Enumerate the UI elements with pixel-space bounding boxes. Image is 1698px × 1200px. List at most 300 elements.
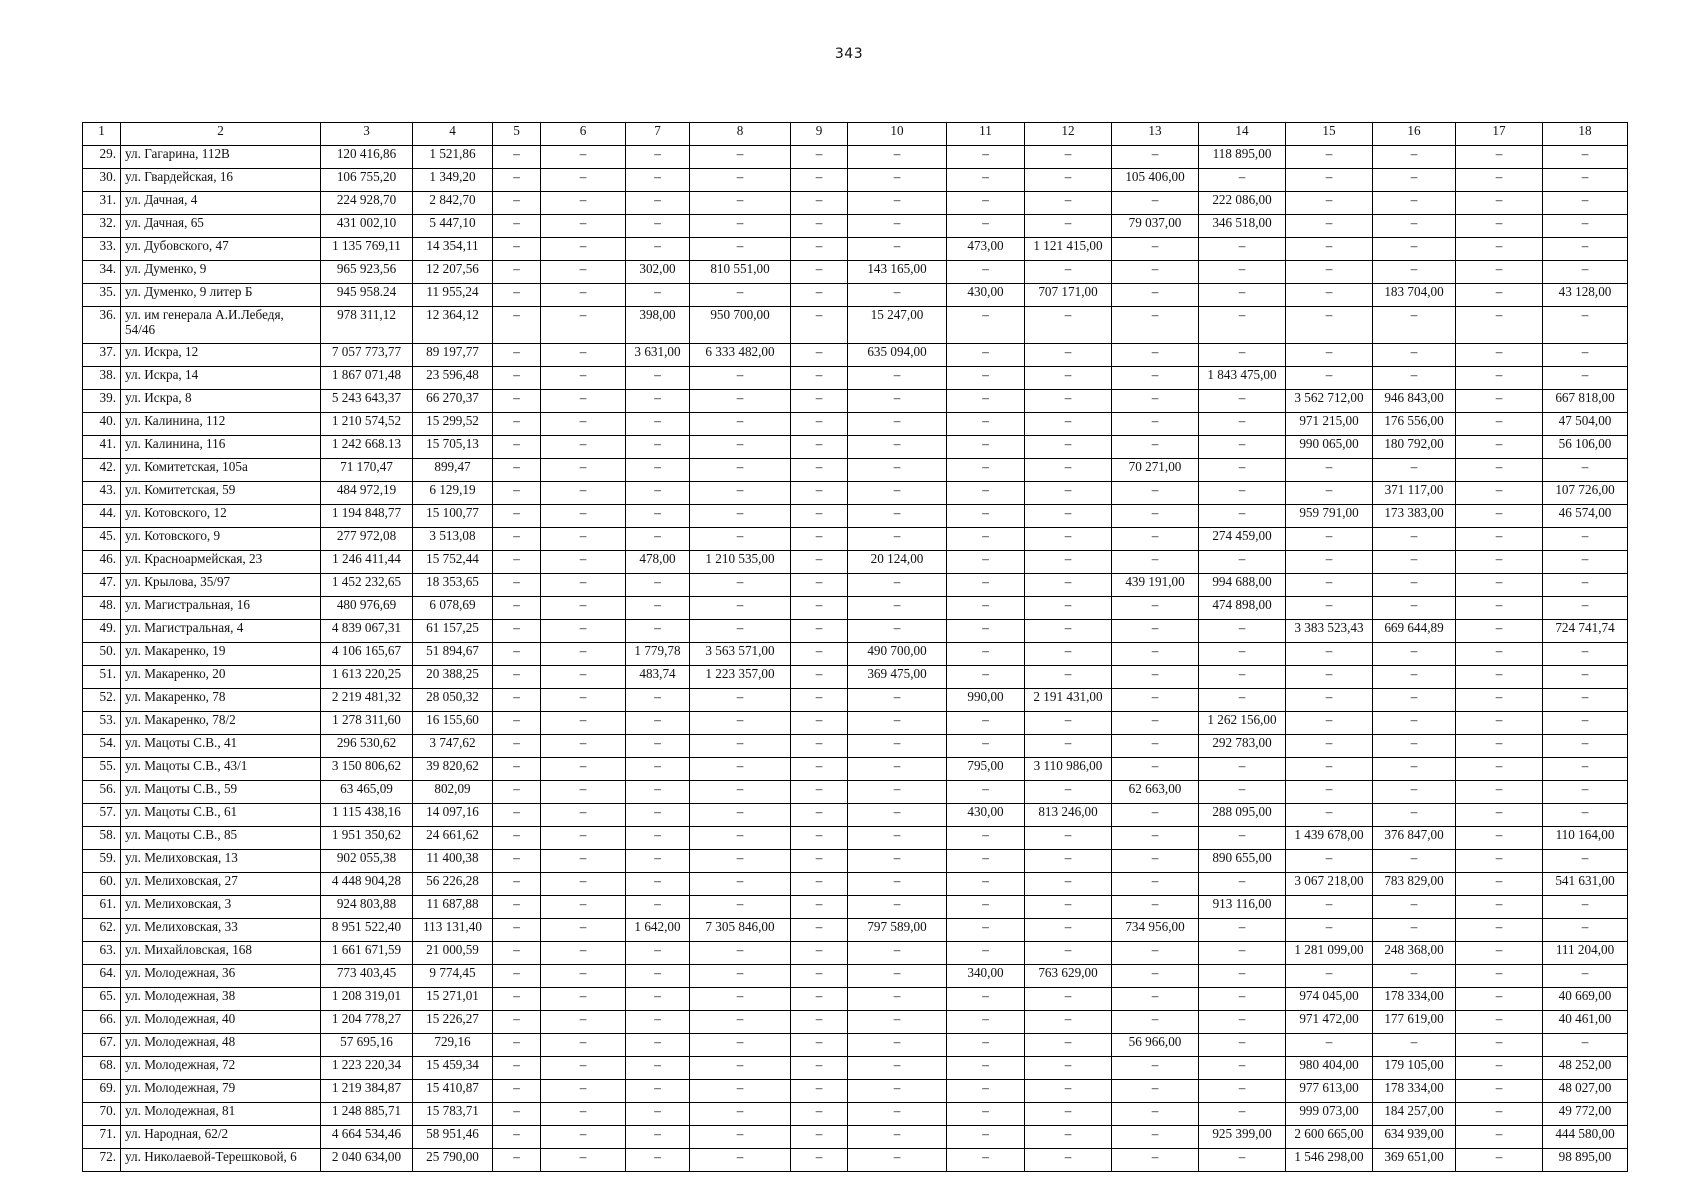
amount-cell: –	[541, 238, 626, 261]
amount-cell: –	[848, 482, 947, 505]
table-row	[83, 482, 1628, 505]
column-header: 2	[121, 123, 321, 146]
amount-cell: 176 556,00	[1373, 413, 1456, 436]
amount-cell: 980 404,00	[1286, 1057, 1373, 1080]
amount-cell: –	[1373, 169, 1456, 192]
address-cell: ул. Мелиховская, 13	[121, 850, 321, 873]
amount-cell: 802,09	[413, 781, 493, 804]
amount-cell: 107 726,00	[1543, 482, 1628, 505]
amount-cell: 7 057 773,77	[321, 344, 413, 367]
amount-cell: –	[626, 712, 690, 735]
amount-cell: –	[690, 1149, 791, 1172]
amount-cell: –	[493, 459, 541, 482]
address-cell: ул. Магистральная, 4	[121, 620, 321, 643]
amount-cell: –	[1286, 169, 1373, 192]
table-row	[83, 528, 1628, 551]
address-cell: ул. Михайловская, 168	[121, 942, 321, 965]
amount-cell: –	[1456, 827, 1543, 850]
amount-cell: –	[493, 896, 541, 919]
amount-cell: –	[1373, 850, 1456, 873]
amount-cell: 4 106 165,67	[321, 643, 413, 666]
amount-cell: 1 867 071,48	[321, 367, 413, 390]
amount-cell: –	[1199, 781, 1286, 804]
amount-cell: –	[690, 574, 791, 597]
amount-cell: 371 117,00	[1373, 482, 1456, 505]
amount-cell: –	[493, 942, 541, 965]
amount-cell: –	[848, 1034, 947, 1057]
amount-cell: –	[1112, 284, 1199, 307]
row-number: 69.	[83, 1080, 121, 1103]
row-number: 59.	[83, 850, 121, 873]
address-cell: ул. Молодежная, 79	[121, 1080, 321, 1103]
amount-cell: –	[791, 620, 848, 643]
row-number: 56.	[83, 781, 121, 804]
amount-cell: –	[1456, 482, 1543, 505]
row-number: 39.	[83, 390, 121, 413]
amount-cell: 1 951 350,62	[321, 827, 413, 850]
amount-cell: 48 252,00	[1543, 1057, 1628, 1080]
amount-cell: –	[1199, 758, 1286, 781]
amount-cell: 990 065,00	[1286, 436, 1373, 459]
amount-cell: –	[1112, 942, 1199, 965]
amount-cell: –	[626, 1126, 690, 1149]
amount-cell: 1 843 475,00	[1199, 367, 1286, 390]
amount-cell: –	[791, 689, 848, 712]
amount-cell: 110 164,00	[1543, 827, 1628, 850]
amount-cell: –	[493, 804, 541, 827]
row-number: 55.	[83, 758, 121, 781]
table-row	[83, 390, 1628, 413]
amount-cell: –	[1025, 1103, 1112, 1126]
amount-cell: –	[848, 528, 947, 551]
amount-cell: –	[493, 1149, 541, 1172]
amount-cell: –	[690, 1057, 791, 1080]
amount-cell: 977 613,00	[1286, 1080, 1373, 1103]
table-row	[83, 919, 1628, 942]
amount-cell: 51 894,67	[413, 643, 493, 666]
amount-cell: –	[1025, 1080, 1112, 1103]
table-row	[83, 505, 1628, 528]
amount-cell: –	[1543, 781, 1628, 804]
amount-cell: –	[1286, 804, 1373, 827]
amount-cell: –	[1112, 643, 1199, 666]
amount-cell: –	[1373, 367, 1456, 390]
address-cell: ул. Молодежная, 72	[121, 1057, 321, 1080]
amount-cell: –	[1112, 238, 1199, 261]
column-header: 8	[690, 123, 791, 146]
amount-cell: –	[1456, 307, 1543, 344]
amount-cell: –	[1112, 344, 1199, 367]
column-header: 9	[791, 123, 848, 146]
amount-cell: 490 700,00	[848, 643, 947, 666]
amount-cell: –	[947, 597, 1025, 620]
amount-cell: –	[493, 169, 541, 192]
row-number: 40.	[83, 413, 121, 436]
amount-cell: 111 204,00	[1543, 942, 1628, 965]
table-row	[83, 712, 1628, 735]
address-cell: ул. Николаевой-Терешковой, 6	[121, 1149, 321, 1172]
amount-cell: –	[947, 307, 1025, 344]
amount-cell: –	[1456, 620, 1543, 643]
amount-cell: –	[848, 367, 947, 390]
amount-cell: –	[493, 307, 541, 344]
amount-cell: –	[626, 192, 690, 215]
row-number: 43.	[83, 482, 121, 505]
amount-cell: 924 803,88	[321, 896, 413, 919]
amount-cell: –	[493, 192, 541, 215]
amount-cell: 46 574,00	[1543, 505, 1628, 528]
table-row	[83, 873, 1628, 896]
address-cell: ул. Комитетская, 59	[121, 482, 321, 505]
amount-cell: –	[791, 169, 848, 192]
amount-cell: –	[493, 643, 541, 666]
amount-cell: –	[848, 169, 947, 192]
amount-cell: –	[848, 735, 947, 758]
row-number: 46.	[83, 551, 121, 574]
amount-cell: 813 246,00	[1025, 804, 1112, 827]
amount-cell: –	[1112, 965, 1199, 988]
amount-cell: 28 050,32	[413, 689, 493, 712]
amount-cell: 369 475,00	[848, 666, 947, 689]
amount-cell: –	[1025, 261, 1112, 284]
amount-cell: –	[1112, 482, 1199, 505]
amount-cell: –	[541, 689, 626, 712]
table-row	[83, 1149, 1628, 1172]
amount-cell: –	[1373, 735, 1456, 758]
address-cell: ул. Дачная, 4	[121, 192, 321, 215]
amount-cell: –	[493, 367, 541, 390]
amount-cell: –	[1025, 735, 1112, 758]
row-number: 36.	[83, 307, 121, 344]
amount-cell: –	[493, 215, 541, 238]
amount-cell: 902 055,38	[321, 850, 413, 873]
amount-cell: –	[947, 850, 1025, 873]
amount-cell: 15 271,01	[413, 988, 493, 1011]
address-cell: ул. Мелиховская, 3	[121, 896, 321, 919]
amount-cell: –	[947, 896, 1025, 919]
amount-cell: –	[1373, 643, 1456, 666]
amount-cell: –	[1456, 666, 1543, 689]
row-number: 45.	[83, 528, 121, 551]
column-header: 11	[947, 123, 1025, 146]
amount-cell: 56 106,00	[1543, 436, 1628, 459]
amount-cell: –	[1112, 850, 1199, 873]
amount-cell: –	[848, 459, 947, 482]
amount-cell: –	[848, 758, 947, 781]
amount-cell: –	[493, 146, 541, 169]
amount-cell: –	[848, 436, 947, 459]
amount-cell: –	[626, 597, 690, 620]
amount-cell: –	[1025, 367, 1112, 390]
row-number: 32.	[83, 215, 121, 238]
amount-cell: 71 170,47	[321, 459, 413, 482]
amount-cell: –	[690, 712, 791, 735]
amount-cell: –	[1286, 735, 1373, 758]
row-number: 71.	[83, 1126, 121, 1149]
amount-cell: –	[1112, 758, 1199, 781]
amount-cell: –	[493, 1126, 541, 1149]
table-row	[83, 1080, 1628, 1103]
amount-cell: –	[848, 146, 947, 169]
amount-cell: –	[791, 735, 848, 758]
amount-cell: –	[1025, 459, 1112, 482]
amount-cell: –	[1286, 1034, 1373, 1057]
amount-cell: –	[541, 284, 626, 307]
amount-cell: 224 928,70	[321, 192, 413, 215]
amount-cell: –	[791, 528, 848, 551]
table-row	[83, 574, 1628, 597]
amount-cell: –	[848, 1080, 947, 1103]
amount-cell: 1 262 156,00	[1199, 712, 1286, 735]
amount-cell: 12 207,56	[413, 261, 493, 284]
amount-cell: 667 818,00	[1543, 390, 1628, 413]
amount-cell: –	[1456, 1103, 1543, 1126]
amount-cell: –	[791, 827, 848, 850]
amount-cell: –	[947, 1126, 1025, 1149]
amount-cell: –	[541, 505, 626, 528]
address-cell: ул. Мацоты С.В., 61	[121, 804, 321, 827]
row-number: 70.	[83, 1103, 121, 1126]
table-row	[83, 215, 1628, 238]
amount-cell: 763 629,00	[1025, 965, 1112, 988]
amount-cell: –	[1373, 307, 1456, 344]
amount-cell: –	[1456, 238, 1543, 261]
table-row	[83, 284, 1628, 307]
amount-cell: –	[1025, 712, 1112, 735]
address-cell: ул. Макаренко, 19	[121, 643, 321, 666]
amount-cell: –	[1025, 942, 1112, 965]
amount-cell: –	[848, 988, 947, 1011]
amount-cell: –	[1373, 192, 1456, 215]
amount-cell: –	[1373, 215, 1456, 238]
amount-cell: 1 223 220,34	[321, 1057, 413, 1080]
amount-cell: 3 067 218,00	[1286, 873, 1373, 896]
amount-cell: 340,00	[947, 965, 1025, 988]
amount-cell: –	[1112, 146, 1199, 169]
amount-cell: –	[791, 413, 848, 436]
amount-cell: 49 772,00	[1543, 1103, 1628, 1126]
amount-cell: –	[1112, 597, 1199, 620]
amount-cell: 12 364,12	[413, 307, 493, 344]
amount-cell: –	[1286, 712, 1373, 735]
amount-cell: –	[1373, 261, 1456, 284]
amount-cell: –	[493, 1057, 541, 1080]
amount-cell: –	[791, 261, 848, 284]
amount-cell: 729,16	[413, 1034, 493, 1057]
amount-cell: –	[1025, 146, 1112, 169]
amount-cell: 1 439 678,00	[1286, 827, 1373, 850]
column-header: 3	[321, 123, 413, 146]
amount-cell: –	[1025, 850, 1112, 873]
amount-cell: –	[1543, 666, 1628, 689]
amount-cell: –	[1112, 666, 1199, 689]
amount-cell: –	[1456, 873, 1543, 896]
amount-cell: –	[848, 896, 947, 919]
address-cell: ул. Дачная, 65	[121, 215, 321, 238]
amount-cell: –	[1286, 666, 1373, 689]
amount-cell: –	[1025, 1011, 1112, 1034]
amount-cell: 1 246 411,44	[321, 551, 413, 574]
amount-cell: –	[848, 1149, 947, 1172]
amount-cell: –	[1456, 528, 1543, 551]
amount-cell: 946 843,00	[1373, 390, 1456, 413]
amount-cell: –	[1199, 482, 1286, 505]
amount-cell: 541 631,00	[1543, 873, 1628, 896]
amount-cell: 113 131,40	[413, 919, 493, 942]
amount-cell: –	[1373, 1034, 1456, 1057]
column-header: 18	[1543, 123, 1628, 146]
amount-cell: 3 563 571,00	[690, 643, 791, 666]
amount-cell: 296 530,62	[321, 735, 413, 758]
amount-cell: 2 600 665,00	[1286, 1126, 1373, 1149]
amount-cell: –	[1199, 873, 1286, 896]
row-number: 58.	[83, 827, 121, 850]
amount-cell: –	[541, 261, 626, 284]
amount-cell: –	[791, 551, 848, 574]
amount-cell: –	[947, 344, 1025, 367]
amount-cell: –	[1373, 781, 1456, 804]
amount-cell: 669 644,89	[1373, 620, 1456, 643]
amount-cell: 15 410,87	[413, 1080, 493, 1103]
amount-cell: –	[1373, 146, 1456, 169]
row-number: 42.	[83, 459, 121, 482]
amount-cell: –	[1199, 1149, 1286, 1172]
amount-cell: 1 210 535,00	[690, 551, 791, 574]
address-cell: ул. Гагарина, 112В	[121, 146, 321, 169]
amount-cell: 2 842,70	[413, 192, 493, 215]
address-register-table	[82, 122, 1628, 1172]
amount-cell: 3 513,08	[413, 528, 493, 551]
amount-cell: –	[1025, 620, 1112, 643]
amount-cell: –	[690, 942, 791, 965]
amount-cell: –	[791, 390, 848, 413]
amount-cell: –	[626, 781, 690, 804]
amount-cell: –	[791, 942, 848, 965]
amount-cell: –	[848, 597, 947, 620]
row-number: 54.	[83, 735, 121, 758]
amount-cell: –	[493, 436, 541, 459]
address-cell: ул. Искра, 8	[121, 390, 321, 413]
amount-cell: –	[947, 735, 1025, 758]
amount-cell: –	[626, 804, 690, 827]
amount-cell: –	[1199, 344, 1286, 367]
amount-cell: –	[791, 1057, 848, 1080]
amount-cell: 222 086,00	[1199, 192, 1286, 215]
amount-cell: –	[1199, 436, 1286, 459]
amount-cell: –	[1199, 238, 1286, 261]
amount-cell: –	[493, 551, 541, 574]
amount-cell: –	[947, 666, 1025, 689]
amount-cell: 8 951 522,40	[321, 919, 413, 942]
amount-cell: –	[1456, 1057, 1543, 1080]
amount-cell: –	[1199, 413, 1286, 436]
amount-cell: 274 459,00	[1199, 528, 1286, 551]
amount-cell: –	[848, 781, 947, 804]
amount-cell: –	[690, 1034, 791, 1057]
amount-cell: –	[791, 482, 848, 505]
amount-cell: 15 705,13	[413, 436, 493, 459]
amount-cell: 4 664 534,46	[321, 1126, 413, 1149]
amount-cell: 978 311,12	[321, 307, 413, 344]
amount-cell: –	[1543, 965, 1628, 988]
amount-cell: –	[1456, 1034, 1543, 1057]
amount-cell: –	[626, 390, 690, 413]
amount-cell: –	[1456, 344, 1543, 367]
table-row	[83, 1126, 1628, 1149]
amount-cell: –	[848, 505, 947, 528]
amount-cell: –	[947, 873, 1025, 896]
amount-cell: –	[1286, 215, 1373, 238]
amount-cell: 62 663,00	[1112, 781, 1199, 804]
amount-cell: –	[541, 781, 626, 804]
table-row	[83, 169, 1628, 192]
amount-cell: –	[626, 505, 690, 528]
amount-cell: –	[1373, 666, 1456, 689]
amount-cell: –	[947, 827, 1025, 850]
amount-cell: 376 847,00	[1373, 827, 1456, 850]
amount-cell: –	[690, 284, 791, 307]
amount-cell: 1 135 769,11	[321, 238, 413, 261]
amount-cell: 473,00	[947, 238, 1025, 261]
amount-cell: –	[1286, 344, 1373, 367]
table-row	[83, 459, 1628, 482]
amount-cell: –	[791, 367, 848, 390]
amount-cell: –	[1373, 965, 1456, 988]
amount-cell: –	[947, 781, 1025, 804]
amount-cell: –	[1543, 459, 1628, 482]
address-cell: ул. Молодежная, 40	[121, 1011, 321, 1034]
amount-cell: –	[791, 574, 848, 597]
row-number: 67.	[83, 1034, 121, 1057]
amount-cell: 288 095,00	[1199, 804, 1286, 827]
amount-cell: –	[690, 146, 791, 169]
amount-cell: 971 472,00	[1286, 1011, 1373, 1034]
address-cell: ул. Молодежная, 38	[121, 988, 321, 1011]
amount-cell: –	[493, 597, 541, 620]
amount-cell: –	[690, 689, 791, 712]
amount-cell: –	[690, 850, 791, 873]
amount-cell: –	[1025, 597, 1112, 620]
amount-cell: 1 613 220,25	[321, 666, 413, 689]
amount-cell: –	[493, 781, 541, 804]
amount-cell: –	[493, 1080, 541, 1103]
amount-cell: –	[493, 666, 541, 689]
page-number: 343	[834, 46, 864, 62]
amount-cell: –	[1543, 574, 1628, 597]
amount-cell: –	[791, 804, 848, 827]
amount-cell: –	[690, 735, 791, 758]
amount-cell: –	[1112, 1103, 1199, 1126]
amount-cell: –	[1112, 689, 1199, 712]
amount-cell: –	[1286, 261, 1373, 284]
amount-cell: –	[1025, 1126, 1112, 1149]
amount-cell: –	[1373, 344, 1456, 367]
amount-cell: –	[848, 1103, 947, 1126]
amount-cell: 478,00	[626, 551, 690, 574]
amount-cell: –	[1286, 781, 1373, 804]
amount-cell: 143 165,00	[848, 261, 947, 284]
amount-cell: –	[541, 367, 626, 390]
amount-cell: 810 551,00	[690, 261, 791, 284]
amount-cell: –	[1456, 574, 1543, 597]
amount-cell: –	[1199, 666, 1286, 689]
amount-cell: –	[947, 1103, 1025, 1126]
amount-cell: –	[626, 873, 690, 896]
amount-cell: –	[493, 1103, 541, 1126]
row-number: 34.	[83, 261, 121, 284]
row-number: 30.	[83, 169, 121, 192]
amount-cell: –	[1456, 804, 1543, 827]
